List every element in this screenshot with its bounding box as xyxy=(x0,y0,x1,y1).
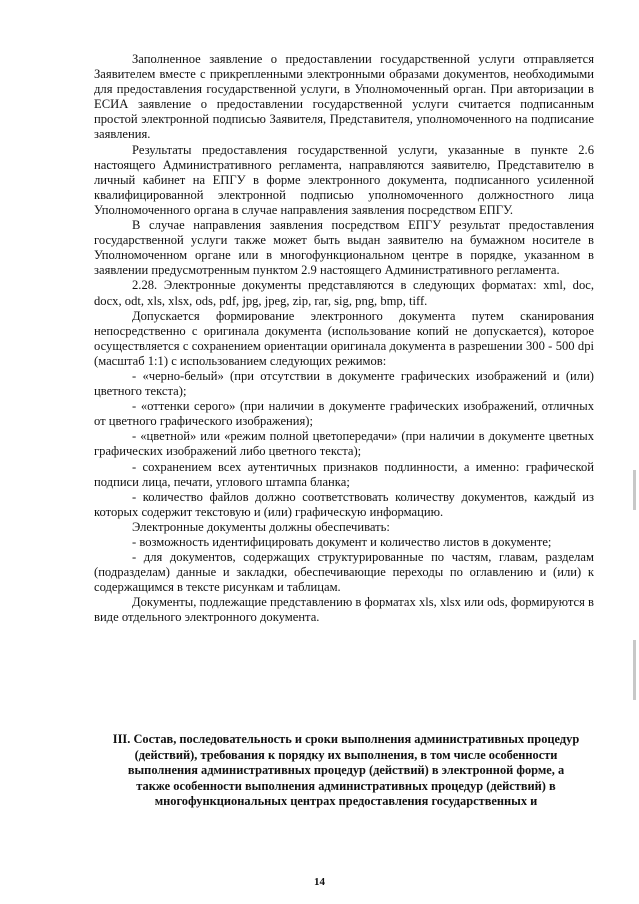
scan-edge-mark xyxy=(633,470,636,510)
body-text xyxy=(94,52,594,626)
paragraph-file-formats: 2.28. Электронные документы представляются в следующих форматах: xml, doc, docx, odt, xls, xlsx, ods, pdf, jpg, jpeg, zip, rar, sig, png, bmp, tiff. xyxy=(94,278,594,308)
paragraph-requirements-intro: Электронные документы должны обеспечивать: xyxy=(132,519,390,534)
list-item-black-white: - «черно-белый» (при отсутствии в документе графических изображений и (или) цветного текста); xyxy=(94,368,594,399)
paragraph-scanning-rules: Допускается формирование электронного документа путем сканирования непосредственно с оригинала документа (использование копий не допускается), которое осуществляется с сохранением ориентации оригинала документа в разрешении 300 - 500 dpi (масштаб 1:1) с использованием следующих режимов: xyxy=(94,308,594,368)
list-item-bookmarks: - для документов, содержащих структурированные по частям, главам, разделам (подразделам) данные и закладки, обеспечивающие переходы по оглавлению и (или) к содержащимся в тексте рисункам и таблицам. xyxy=(94,550,594,595)
page-number: 14 xyxy=(314,876,325,888)
list-item-authenticity: - сохранением всех аутентичных признаков подлинности, а именно: графической подписи лица, печати, углового штампа бланка; xyxy=(94,459,594,489)
list-item-color: - «цветной» или «режим полной цветопередачи» (при наличии в документе цветных графических изображений либо цветного текста); xyxy=(94,429,594,459)
list-item-grayscale: - «оттенки серого» (при наличии в документе графических изображений, отличных от цветного графического изображения); xyxy=(94,399,594,429)
section-heading: III. Состав, последовательность и сроки выполнения административных процедур (действий), требования к порядку их выполнения, в том числе особенности выполнения административных процедур (действий) в электронной форме, а также особенности выполнения административных процедур (действий) в многофункциональных центрах предоставления государственных и xyxy=(112,732,580,809)
list-item-identification: - возможность идентифицировать документ и количество листов в документе; xyxy=(132,535,552,549)
paragraph-service-results: Результаты предоставления государственной услуги, указанные в пункте 2.6 настоящего Административного регламента, направляются заявителю, Представителю в личный кабинет на ЕПГУ в форме электронного документа, подписанного усиленной квалифицированной электронной подписью уполномоченного должностного лица Уполномоченного органа в случае направления заявления посредством ЕПГУ. xyxy=(94,142,594,217)
list-item-file-count: - количество файлов должно соответствовать количеству документов, каждый из которых содержит текстовую и (или) графическую информацию. xyxy=(94,489,594,519)
paragraph-application-submission: Заполненное заявление о предоставлении государственной услуги отправляется Заявителем вместе с прикрепленными электронными образами документов, необходимыми для предоставления государственной услуги, в Уполномоченный орган. При авторизации в ЕСИА заявление о предоставлении государственной услуги считается подписанным простой электронной подписью Заявителя, Представителя, уполномоченного на подписание заявления. xyxy=(94,52,594,142)
scan-edge-mark xyxy=(633,640,636,700)
paragraph-paper-result: В случае направления заявления посредством ЕПГУ результат предоставления государственной услуги также может быть выдан заявителю на бумажном носителе в Уполномоченном органе или в многофункциональном центре в порядке, указанном в заявлении предусмотренным пунктом 2.9 настоящего Административного регламента. xyxy=(94,218,594,278)
paragraph-spreadsheet-docs: Документы, подлежащие представлению в форматах xls, xlsx или ods, формируются в виде отдельного электронного документа. xyxy=(94,595,594,625)
